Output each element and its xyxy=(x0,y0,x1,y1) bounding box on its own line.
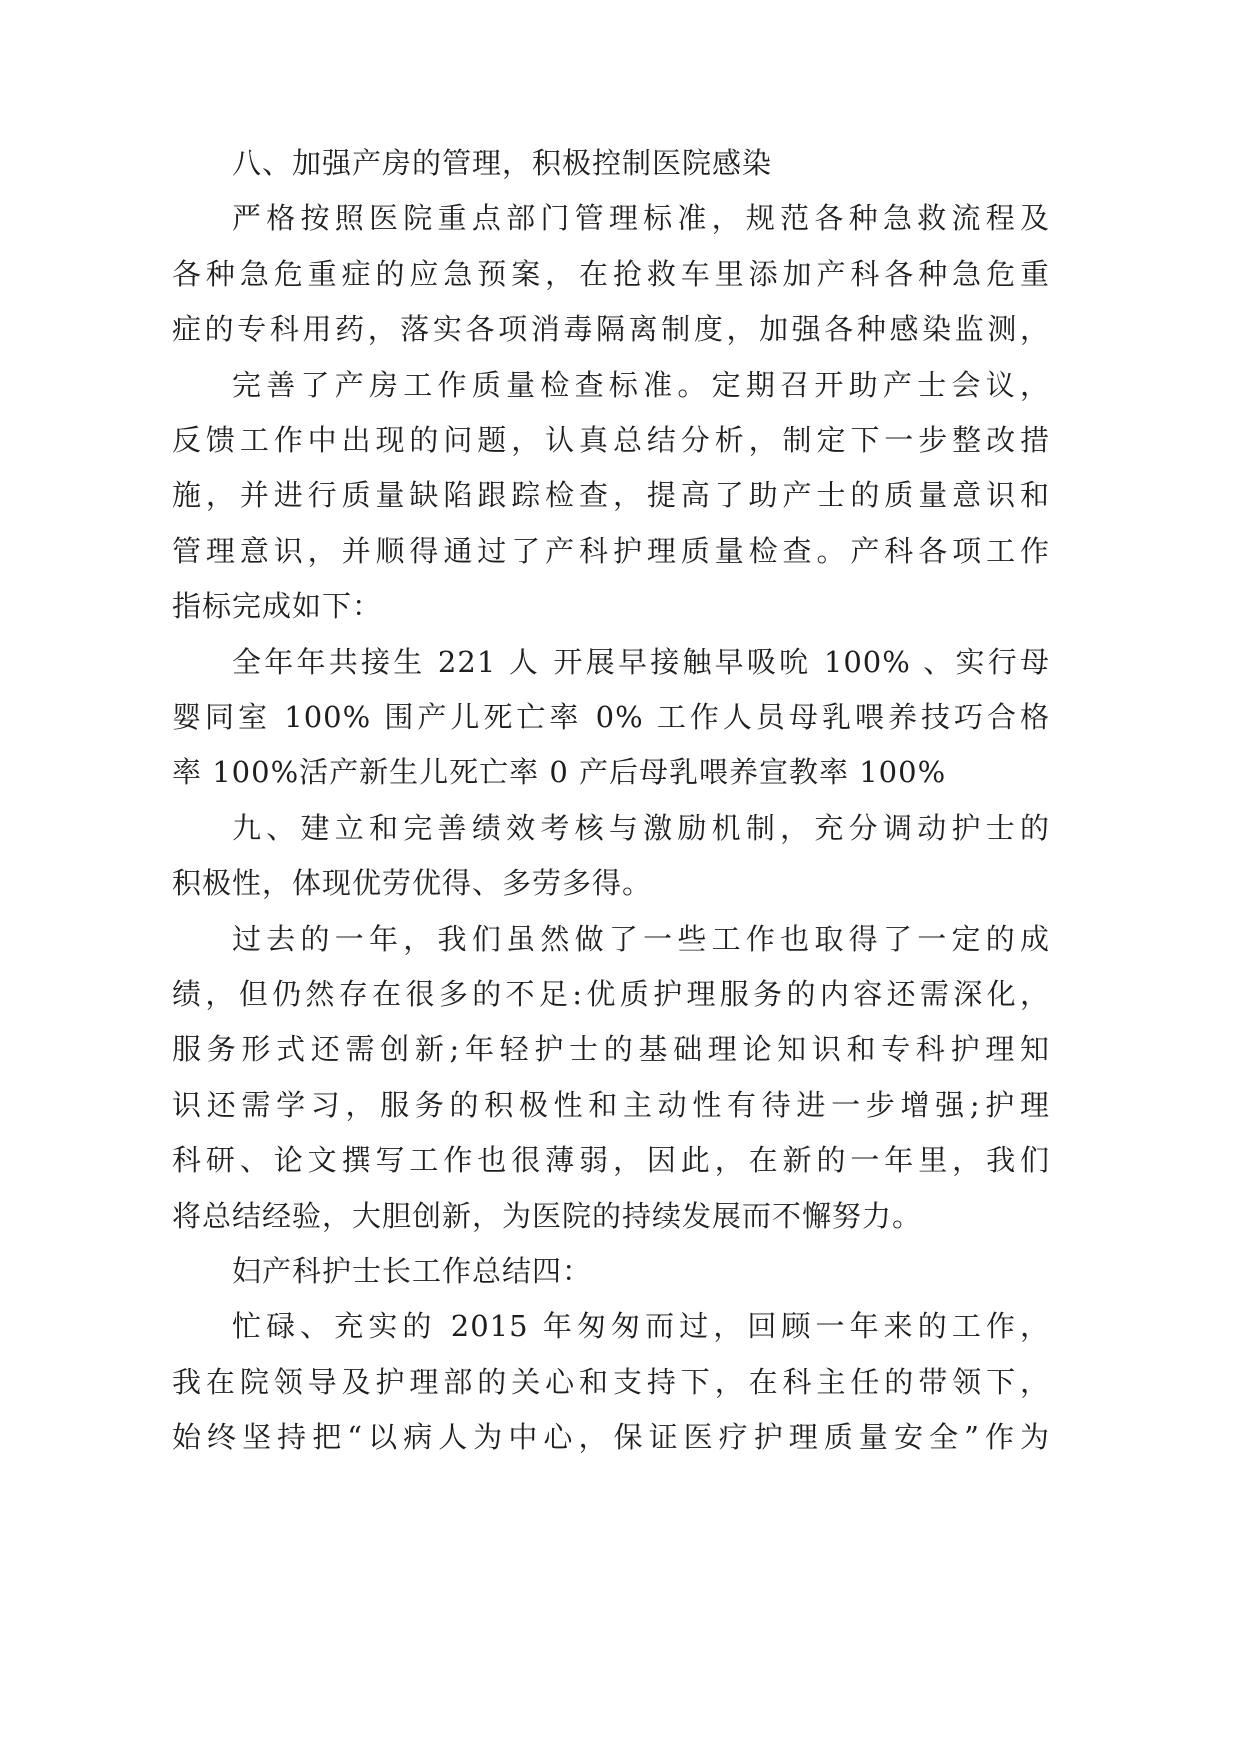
text-line: 率 100%活产新生儿死亡率 0 产后母乳喂养宣教率 100% xyxy=(172,755,947,789)
text-line: 忙碌、充实的 2015 年匆匆而过，回顾一年来的工作， xyxy=(232,1309,1050,1343)
text-line: 完善了产房工作质量检查标准。定期召开助产士会议， xyxy=(232,368,1050,402)
text-line: 施，并进行质量缺陷跟踪检查，提高了助产士的质量意识和 xyxy=(172,478,1050,512)
text-line: 反馈工作中出现的问题，认真总结分析，制定下一步整改措 xyxy=(172,423,1050,457)
text-line: 全年年共接生 221 人 开展早接触早吸吮 100% 、实行母 xyxy=(232,645,1050,679)
text-line: 科研、论文撰写工作也很薄弱，因此，在新的一年里，我们 xyxy=(172,1143,1050,1177)
text-line: 过去的一年，我们虽然做了一些工作也取得了一定的成 xyxy=(232,922,1050,956)
text-line: 积极性，体现优劳优得、多劳多得。 xyxy=(172,866,653,900)
text-line: 严格按照医院重点部门管理标准，规范各种急救流程及 xyxy=(232,201,1050,235)
text-line: 管理意识，并顺得通过了产科护理质量检查。产科各项工作 xyxy=(172,534,1050,568)
text-line: 症的专科用药，落实各项消毒隔离制度，加强各种感染监测， xyxy=(172,312,1050,346)
text-line: 识还需学习，服务的积极性和主动性有待进一步增强;护理 xyxy=(172,1088,1050,1122)
section-heading: 九、建立和完善绩效考核与激励机制，充分调动护士的 xyxy=(232,811,1050,845)
text-line: 始终坚持把“以病人为中心，保证医疗护理质量安全”作为 xyxy=(172,1420,1050,1454)
text-line: 婴同室 100% 围产儿死亡率 0% 工作人员母乳喂养技巧合格 xyxy=(172,700,1050,734)
text-line: 绩，但仍然存在很多的不足:优质护理服务的内容还需深化， xyxy=(172,977,1050,1011)
subtitle-heading: 妇产科护士长工作总结四： xyxy=(232,1254,593,1288)
section-heading: 八、加强产房的管理，积极控制医院感染 xyxy=(232,146,773,180)
text-line: 将总结经验，大胆创新，为医院的持续发展而不懈努力。 xyxy=(172,1199,923,1233)
text-line: 指标完成如下： xyxy=(172,589,383,623)
text-line: 服务形式还需创新;年轻护士的基础理论知识和专科护理知 xyxy=(172,1032,1050,1066)
text-line: 我在院领导及护理部的关心和支持下，在科主任的带领下， xyxy=(172,1365,1050,1399)
text-line: 各种急危重症的应急预案，在抢救车里添加产科各种急危重 xyxy=(172,257,1050,291)
